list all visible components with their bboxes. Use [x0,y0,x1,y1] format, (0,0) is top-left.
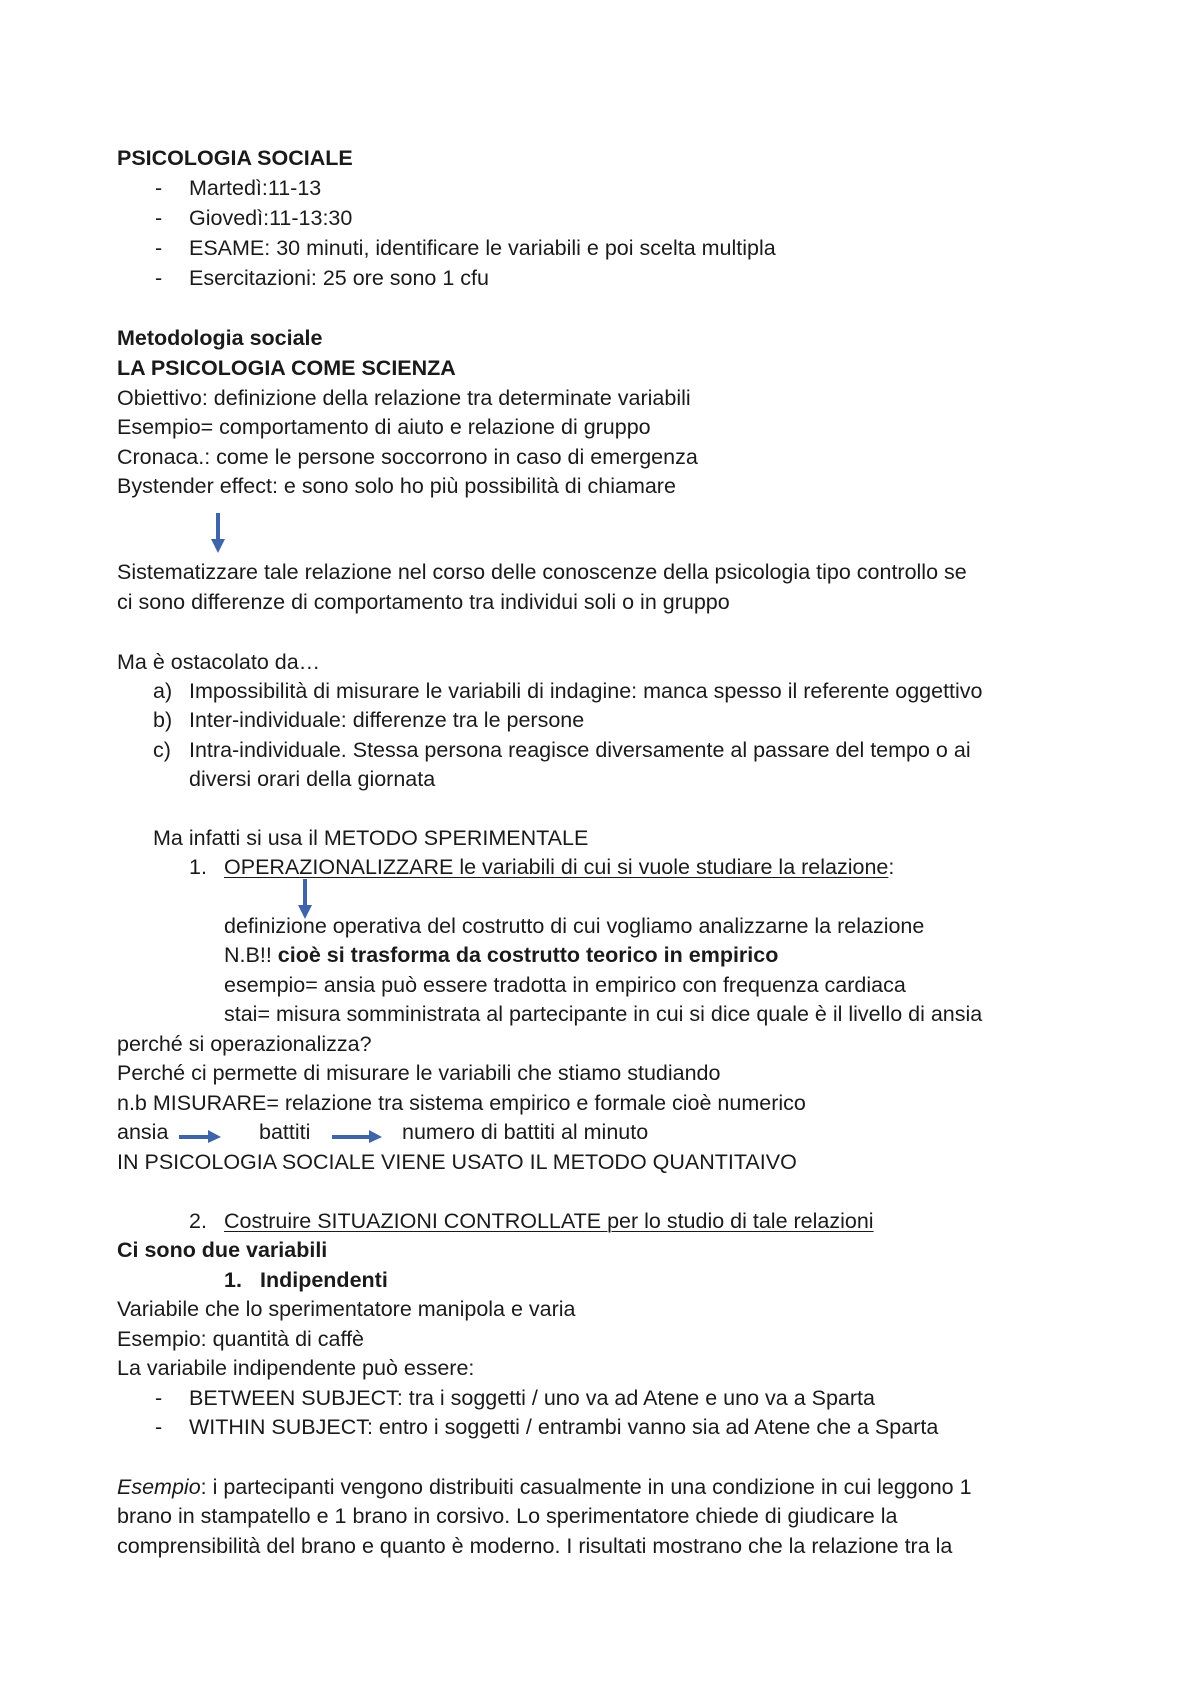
list-marker: a) [153,679,173,703]
schedule-item: Esercitazioni: 25 ore sono 1 cfu [189,266,489,290]
text-line: Bystender effect: e sono solo ho più possibilità di chiamare [117,474,676,498]
text-line: definizione operativa del costrutto di cui vogliamo analizzarne la relazione [224,914,925,938]
page-title: PSICOLOGIA SOCIALE [117,146,353,170]
text-line [117,1473,972,1501]
chain-item: numero di battiti al minuto [402,1120,649,1144]
list-marker: b) [153,708,173,732]
text-line: Esempio= comportamento di aiuto e relazione di gruppo [117,415,651,439]
text-line [224,941,778,969]
list-item-continuation: diversi orari della giornata [189,767,436,791]
step-heading-underlined: OPERAZIONALIZZARE le variabili di cui si vuole studiare la relazione [224,855,889,879]
text-line: La variabile indipendente può essere: [117,1356,475,1380]
text-line: n.b MISURARE= relazione tra sistema empirico e formale cioè numerico [117,1091,806,1115]
text-line: comprensibilità del brano e quanto è moderno. I risultati mostrano che la relazione tra la [117,1534,953,1558]
text-line: perché si operazionalizza? [117,1032,372,1056]
section-heading: Metodologia sociale [117,326,323,350]
bullet: - [155,176,163,200]
text-line: stai= misura somministrata al partecipante in cui si dice quale è il livello di ansia [224,1002,983,1026]
step-heading: Costruire SITUAZIONI CONTROLLATE per lo studio di tale relazioni [224,1209,874,1233]
text-line: Cronaca.: come le persone soccorrono in caso di emergenza [117,445,698,469]
bullet: - [155,236,163,260]
text-line: IN PSICOLOGIA SOCIALE VIENE USATO IL METODO QUANTITAIVO [117,1150,797,1174]
text-line: Ma infatti si usa il METODO SPERIMENTALE [153,826,589,850]
bullet: - [155,1415,163,1439]
text-line: ci sono differenze di comportamento tra individui soli o in gruppo [117,590,730,614]
arrow-right-icon [331,1126,383,1144]
schedule-item: ESAME: 30 minuti, identificare le variabili e poi scelta multipla [189,236,776,260]
list-item: Intra-individuale. Stessa persona reagisce diversamente al passare del tempo o ai [189,738,971,762]
text-line: Esempio: quantità di caffè [117,1327,365,1351]
list-item: Inter-individuale: differenze tra le persone [189,708,585,732]
list-marker: 1. [189,855,207,879]
text-line: Ma è ostacolato da… [117,650,321,674]
chain-item: ansia [117,1120,169,1144]
text-line: Sistematizzare tale relazione nel corso delle conoscenze della psicologia tipo controllo se [117,560,967,584]
list-item: BETWEEN SUBJECT: tra i soggetti / uno va ad Atene e uno va a Sparta [189,1386,875,1410]
arrow-down-icon [208,512,228,554]
example-label: Esempio [117,1475,201,1499]
text-line: Obiettivo: definizione della relazione tra determinate variabili [117,386,691,410]
bullet: - [155,206,163,230]
list-item: Impossibilità di misurare le variabili di indagine: manca spesso il referente oggettivo [189,679,983,703]
chain-item: battiti [259,1120,311,1144]
list-marker: 2. [189,1209,207,1233]
text-line: esempio= ansia può essere tradotta in empirico con frequenza cardiaca [224,973,906,997]
bullet: - [155,266,163,290]
step-heading [224,853,894,881]
schedule-item: Giovedì:11-13:30 [189,206,353,230]
list-marker: 1. [224,1268,242,1292]
arrow-right-icon [178,1126,222,1144]
text-line: Perché ci permette di misurare le variabili che stiamo studiando [117,1061,721,1085]
text-line: brano in stampatello e 1 brano in corsivo. Lo sperimentatore chiede di giudicare la [117,1504,898,1528]
subsection-heading: Indipendenti [260,1268,388,1292]
nb-bold: cioè si trasforma da costrutto teorico in empirico [277,943,779,967]
section-heading: Ci sono due variabili [117,1238,328,1262]
bullet: - [155,1386,163,1410]
step-heading-colon: : [888,855,895,879]
text-line: Variabile che lo sperimentatore manipola e varia [117,1297,576,1321]
list-item: WITHIN SUBJECT: entro i soggetti / entrambi vanno sia ad Atene che a Sparta [189,1415,939,1439]
schedule-item: Martedì:11-13 [189,176,322,200]
section-heading: LA PSICOLOGIA COME SCIENZA [117,356,456,380]
list-marker: c) [153,738,171,762]
nb-prefix: N.B!! [224,943,278,967]
example-text: : i partecipanti vengono distribuiti casualmente in una condizione in cui leggono 1 [200,1475,972,1499]
